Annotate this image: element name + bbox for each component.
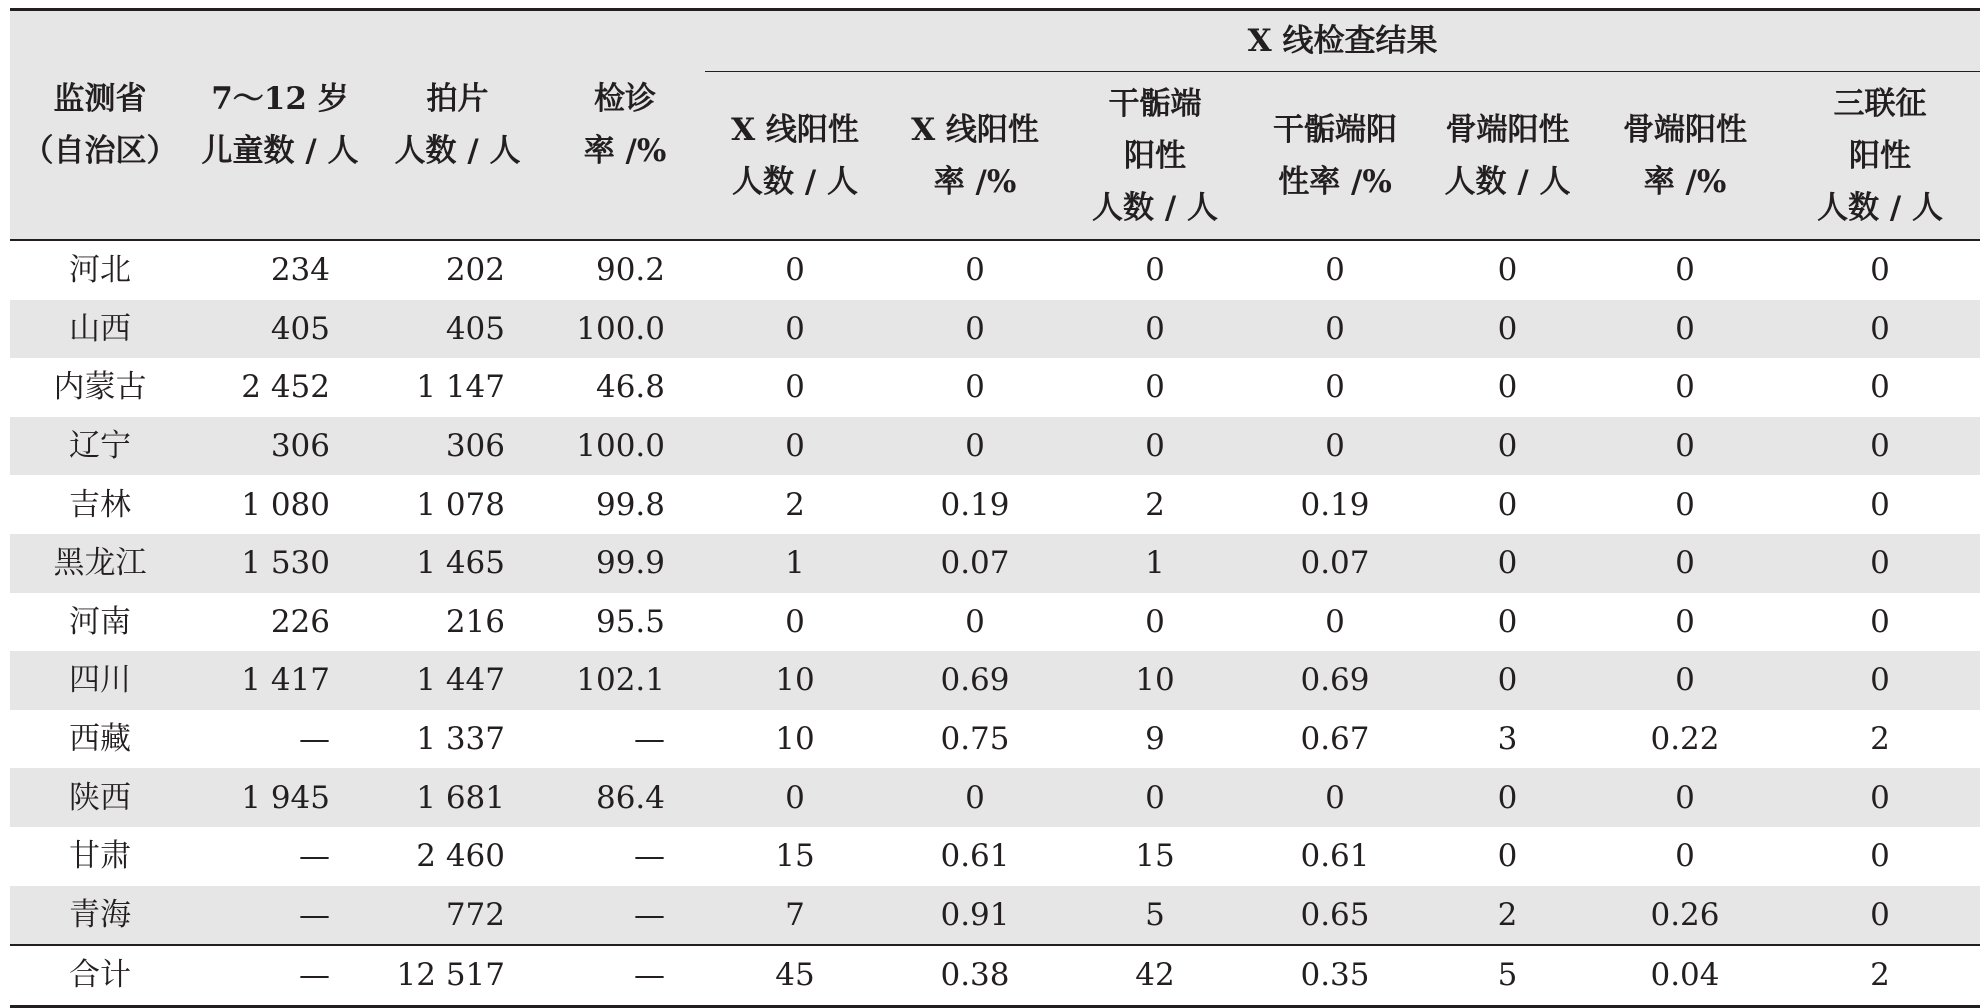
cell-meta-pos-rate: 0.35 [1245,945,1425,1006]
table-header [10,10,1980,241]
cell-xray-pos-n: 0 [785,603,805,640]
header-xray-group: X 线检查结果 [705,10,1980,72]
cell-triad-pos-n: 0 [1870,603,1890,640]
table-row [10,710,1980,769]
cell-bone-pos-rate: 0 [1590,534,1780,593]
cell-xray-pos-n: 7 [705,886,885,946]
cell-triad-pos-n: 0 [1780,768,1980,827]
cell-filmed: 1 078 [416,486,505,523]
cell-xray-pos-rate: 0 [885,417,1065,476]
cell-meta-pos-rate: 0.67 [1300,721,1370,758]
cell-filmed: 2 460 [416,838,505,875]
cell-filmed: 202 [445,252,505,289]
table-body [10,240,1980,1006]
cell-meta-pos-rate: 0.07 [1245,534,1425,593]
cell-meta-pos-n: 1 [1065,534,1245,593]
cell-rate: 95.5 [595,603,665,640]
table-row [10,768,1980,827]
header-rate: 检诊 率 /% [545,10,705,241]
cell-xray-pos-rate: 0 [885,768,1065,827]
cell-xray-pos-rate: 0.38 [885,945,1065,1006]
table-row [10,300,1980,359]
cell-bone-pos-rate: 0 [1675,369,1695,406]
cell-children: 1 945 [190,768,370,827]
cell-rate: 100.0 [545,417,705,476]
cell-meta-pos-rate: 0 [1245,300,1425,359]
cell-bone-pos-n: 0 [1425,651,1590,710]
cell-children: 234 [270,252,330,289]
table-row [10,593,1980,652]
cell-meta-pos-rate: 0 [1325,252,1345,289]
cell-xray-pos-n: 10 [775,721,815,758]
cell-meta-pos-n: 5 [1065,886,1245,946]
cell-province: 河北 [69,252,131,289]
cell-bone-pos-rate: 0 [1675,252,1695,289]
cell-bone-pos-n: 0 [1497,486,1518,523]
table-row [10,417,1980,476]
cell-xray-pos-n: 10 [705,651,885,710]
cell-meta-pos-rate: 0 [1245,768,1425,827]
cell-bone-pos-rate: 0 [1675,486,1695,523]
cell-children: 2 452 [241,369,330,406]
cell-xray-pos-n: 15 [775,838,815,875]
cell-province: 内蒙古 [53,369,147,406]
cell-triad-pos-n: 0 [1780,300,1980,359]
cell-filmed: 772 [370,886,545,946]
cell-triad-pos-n: 0 [1780,417,1980,476]
cell-bone-pos-n: 0 [1425,300,1590,359]
cell-triad-pos-n: 0 [1780,534,1980,593]
table-total-row [10,945,1980,1006]
cell-filmed: 1 447 [370,651,545,710]
table-row [10,886,1980,946]
header-children: 7～12 岁 儿童数 / 人 [190,10,370,241]
cell-bone-pos-rate: 0 [1590,300,1780,359]
cell-rate: 102.1 [545,651,705,710]
cell-bone-pos-n: 3 [1497,721,1518,758]
cell-meta-pos-n: 42 [1065,945,1245,1006]
cell-meta-pos-rate: 0 [1245,417,1425,476]
cell-meta-pos-n: 0 [1065,417,1245,476]
cell-xray-pos-n: 1 [705,534,885,593]
cell-meta-pos-n: 10 [1065,651,1245,710]
cell-bone-pos-rate: 0 [1675,838,1695,875]
cell-triad-pos-n: 0 [1870,369,1890,406]
header-xray-pos-n: X 线阳性 人数 / 人 [705,72,885,241]
cell-bone-pos-n: 0 [1425,534,1590,593]
cell-province: 吉林 [69,486,131,523]
cell-xray-pos-n: 0 [705,417,885,476]
header-bone-pos-n: 骨端阳性 人数 / 人 [1425,72,1590,241]
xray-results-table [10,8,1980,1008]
cell-xray-pos-n: 0 [785,252,805,289]
cell-xray-pos-n: 0 [705,768,885,827]
cell-meta-pos-n: 9 [1145,721,1165,758]
cell-rate: 99.9 [545,534,705,593]
cell-children: — [190,886,370,946]
cell-triad-pos-n: 0 [1870,486,1890,523]
cell-rate: 99.8 [595,486,665,523]
cell-children: 1 080 [241,486,330,523]
cell-meta-pos-rate: 0.61 [1300,838,1370,875]
data-table-container [10,8,1980,1008]
cell-xray-pos-rate: 0.19 [940,486,1010,523]
cell-xray-pos-rate: 0 [965,369,985,406]
cell-rate: 86.4 [545,768,705,827]
cell-province: 辽宁 [10,417,190,476]
cell-filmed: 216 [445,603,505,640]
cell-bone-pos-n: 0 [1497,838,1518,875]
header-xray-pos-rate: X 线阳性 率 /% [885,72,1065,241]
cell-meta-pos-rate: 0.69 [1245,651,1425,710]
header-filmed: 拍片 人数 / 人 [370,10,545,241]
cell-bone-pos-rate: 0.22 [1650,721,1720,758]
cell-bone-pos-n: 0 [1497,369,1518,406]
cell-meta-pos-rate: 0 [1325,369,1345,406]
cell-children: — [299,838,330,875]
table-row [10,358,1980,417]
cell-children: 1 417 [190,651,370,710]
cell-province: 合计 [10,945,190,1006]
cell-bone-pos-n: 0 [1425,768,1590,827]
cell-triad-pos-n: 0 [1870,838,1890,875]
table-row [10,240,1980,300]
table-row [10,534,1980,593]
table-row [10,651,1980,710]
cell-meta-pos-n: 0 [1065,300,1245,359]
cell-meta-pos-n: 0 [1145,603,1165,640]
header-triad-pos-n: 三联征 阳性 人数 / 人 [1780,72,1980,241]
cell-xray-pos-rate: 0.75 [940,721,1010,758]
cell-bone-pos-n: 2 [1425,886,1590,946]
cell-xray-pos-rate: 0 [965,603,985,640]
cell-bone-pos-rate: 0 [1675,603,1695,640]
cell-xray-pos-rate: 0.69 [885,651,1065,710]
cell-province: 西藏 [69,721,131,758]
cell-children: 306 [190,417,370,476]
header-meta-pos-rate: 干骺端阳 性率 /% [1245,72,1425,241]
cell-rate: — [634,838,665,875]
cell-filmed: 1 147 [416,369,505,406]
cell-xray-pos-n: 45 [705,945,885,1006]
cell-bone-pos-rate: 0.26 [1590,886,1780,946]
cell-rate: 100.0 [545,300,705,359]
header-meta-pos-n: 干骺端 阳性 人数 / 人 [1065,72,1245,241]
cell-triad-pos-n: 2 [1780,945,1980,1006]
cell-bone-pos-rate: 0 [1590,417,1780,476]
cell-rate: — [545,886,705,946]
cell-filmed: 12 517 [370,945,545,1006]
cell-bone-pos-rate: 0 [1590,651,1780,710]
cell-bone-pos-n: 5 [1425,945,1590,1006]
table-row [10,475,1980,534]
cell-children: 405 [190,300,370,359]
cell-province: 黑龙江 [10,534,190,593]
cell-xray-pos-rate: 0.91 [885,886,1065,946]
cell-bone-pos-rate: 0.04 [1590,945,1780,1006]
cell-children: — [190,945,370,1006]
cell-children: — [299,721,330,758]
cell-meta-pos-n: 0 [1065,768,1245,827]
cell-xray-pos-rate: 0 [965,252,985,289]
cell-children: 226 [270,603,330,640]
cell-filmed: 405 [370,300,545,359]
cell-bone-pos-n: 0 [1497,252,1518,289]
cell-filmed: 306 [370,417,545,476]
header-bone-pos-rate: 骨端阳性 率 /% [1590,72,1780,241]
cell-province: 四川 [10,651,190,710]
cell-meta-pos-rate: 0 [1325,603,1345,640]
cell-rate: 46.8 [595,369,665,406]
cell-bone-pos-n: 0 [1425,417,1590,476]
cell-province: 青海 [10,886,190,946]
cell-meta-pos-n: 0 [1145,252,1165,289]
cell-province: 甘肃 [69,838,131,875]
cell-province: 陕西 [10,768,190,827]
cell-triad-pos-n: 2 [1870,721,1890,758]
cell-meta-pos-n: 15 [1135,838,1175,875]
cell-filmed: 1 681 [370,768,545,827]
cell-bone-pos-n: 0 [1497,603,1518,640]
cell-rate: — [634,721,665,758]
cell-meta-pos-n: 0 [1145,369,1165,406]
cell-xray-pos-n: 0 [785,369,805,406]
header-province: 监测省 （自治区） [10,10,190,241]
cell-province: 山西 [10,300,190,359]
cell-filmed: 1 465 [370,534,545,593]
cell-triad-pos-n: 0 [1780,651,1980,710]
cell-xray-pos-n: 2 [785,486,805,523]
cell-triad-pos-n: 0 [1780,886,1980,946]
cell-bone-pos-rate: 0 [1590,768,1780,827]
cell-rate: 90.2 [595,252,665,289]
cell-triad-pos-n: 0 [1870,252,1890,289]
cell-xray-pos-rate: 0 [885,300,1065,359]
cell-children: 1 530 [190,534,370,593]
table-row [10,827,1980,886]
cell-meta-pos-rate: 0.65 [1245,886,1425,946]
cell-meta-pos-rate: 0.19 [1300,486,1370,523]
cell-meta-pos-n: 2 [1145,486,1165,523]
cell-xray-pos-n: 0 [705,300,885,359]
cell-rate: — [545,945,705,1006]
cell-filmed: 1 337 [416,721,505,758]
cell-xray-pos-rate: 0.07 [885,534,1065,593]
cell-xray-pos-rate: 0.61 [940,838,1010,875]
cell-province: 河南 [69,603,131,640]
